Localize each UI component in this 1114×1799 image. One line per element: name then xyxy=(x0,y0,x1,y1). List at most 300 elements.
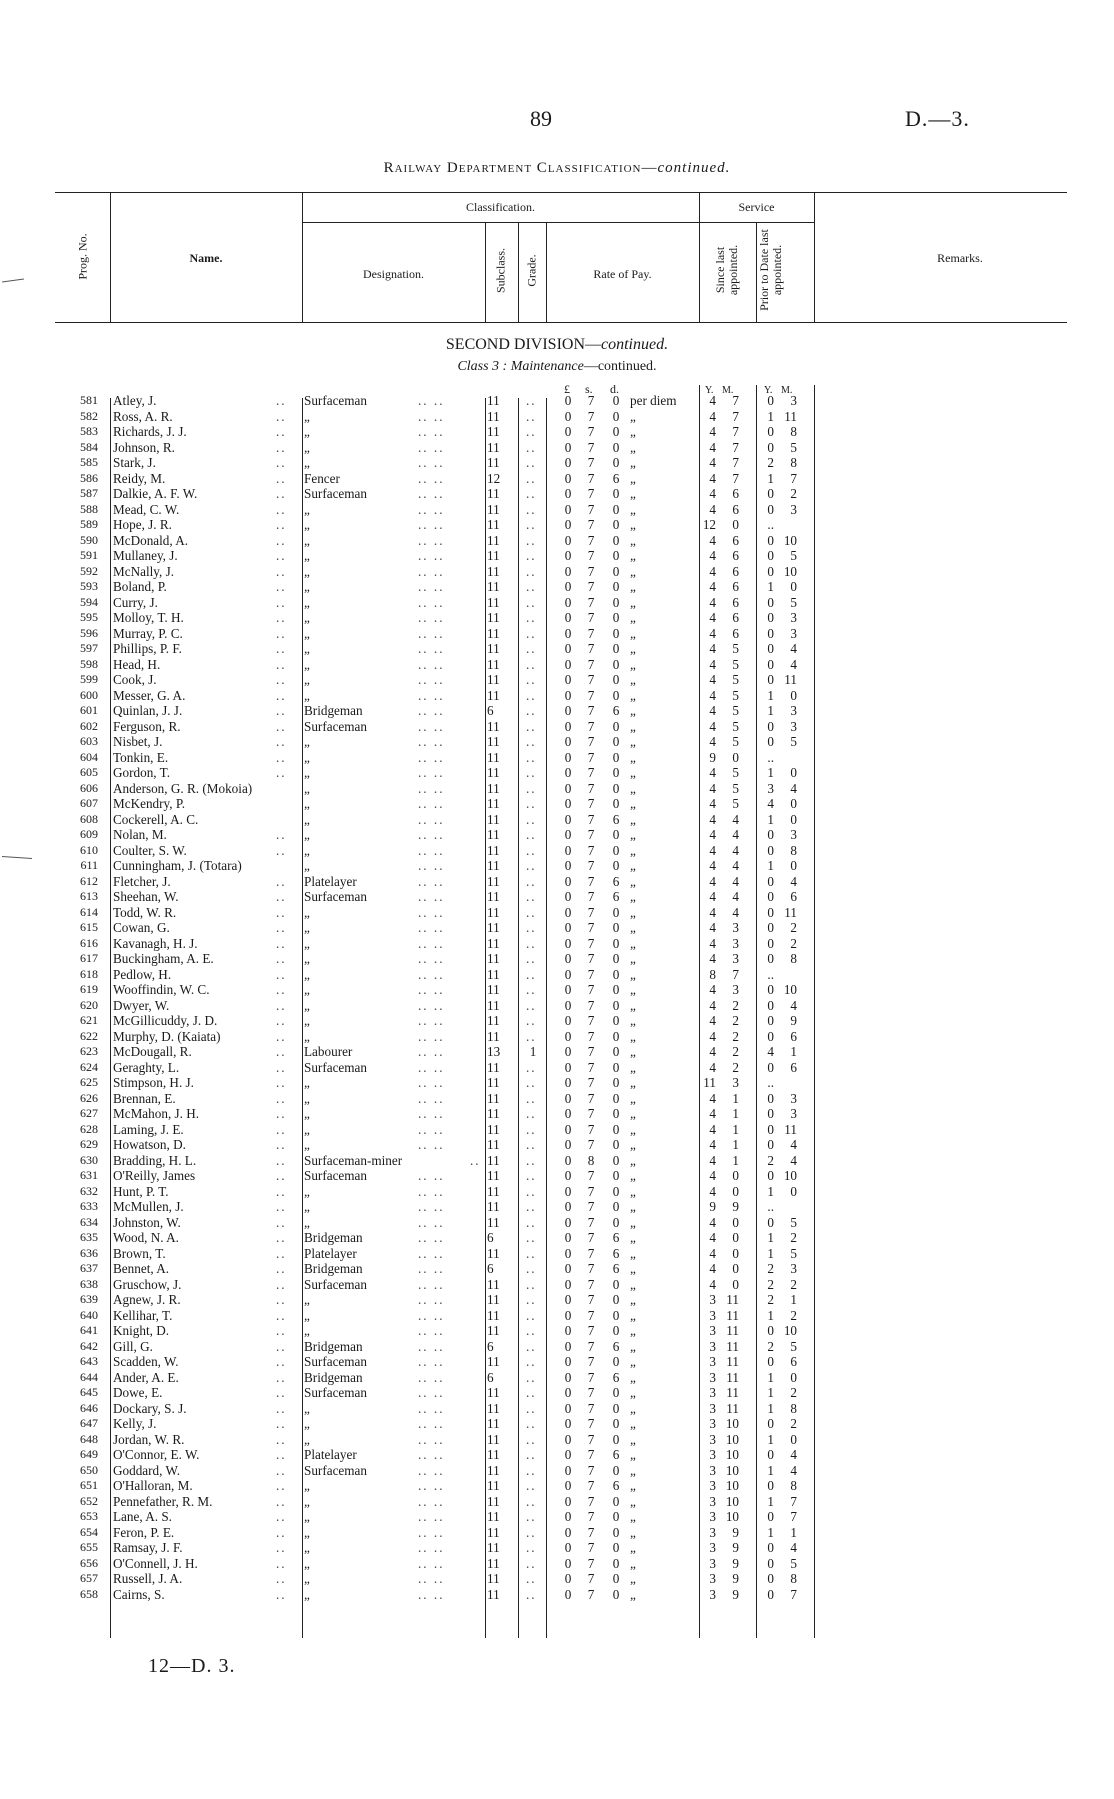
leader-dots: .. .. xyxy=(418,1586,445,1602)
cell-m1: 11 xyxy=(726,1385,739,1400)
cell-s: 7 xyxy=(587,1354,595,1369)
cell-pd: „ xyxy=(630,1121,636,1137)
cell-sub: 11 xyxy=(487,1214,500,1230)
cell-name: McGillicuddy, J. D. xyxy=(113,1013,218,1028)
cell-s: 7 xyxy=(587,749,595,765)
cell-m1: 7 xyxy=(732,439,739,455)
leader-dots: .. .. xyxy=(418,532,445,548)
leader-dots: .. xyxy=(276,1044,287,1059)
cell-name: Wooffindin, W. C. xyxy=(113,982,210,997)
leader-dots: .. xyxy=(526,749,537,765)
cell-pd: „ xyxy=(630,641,636,656)
cell-p: 0 xyxy=(612,501,620,517)
employee-table xyxy=(0,393,1114,1602)
cell-name: Dwyer, W. xyxy=(113,997,170,1013)
leader-dots: .. xyxy=(526,656,537,672)
cell-sub: 11 xyxy=(487,1106,500,1121)
cell-l: 0 xyxy=(564,517,572,532)
leader-dots: .. xyxy=(526,780,537,796)
leader-dots: .. .. xyxy=(418,1524,445,1540)
cell-y1: 3 xyxy=(709,1493,716,1509)
cell-y1: 11 xyxy=(703,1075,716,1090)
leader-dots: .. xyxy=(276,1586,287,1602)
cell-des: Bridgeman xyxy=(304,1261,363,1276)
cell-no: 596 xyxy=(80,625,98,640)
cell-name: Bradding, H. L. xyxy=(113,1152,197,1168)
cell-s: 7 xyxy=(587,408,595,424)
cell-m2: 10 xyxy=(783,1168,797,1183)
class-prefix: Class 3 : xyxy=(457,359,508,374)
cell-name: Stark, J. xyxy=(113,455,156,470)
leader-dots: .. .. xyxy=(418,1400,445,1416)
cell-p: 0 xyxy=(612,594,620,610)
cell-no: 609 xyxy=(80,827,98,841)
leader-dots: .. xyxy=(276,1571,287,1586)
leader-dots: .. xyxy=(526,548,537,563)
cell-des: Surfaceman xyxy=(304,718,367,734)
margin-mark xyxy=(2,278,24,282)
cell-name: Boland, P. xyxy=(113,579,167,594)
cell-p: 0 xyxy=(612,966,620,982)
leader-dots: .. xyxy=(526,1106,537,1121)
cell-y2: 0 xyxy=(767,1555,774,1571)
table-row xyxy=(0,517,1114,533)
cell-pd: „ xyxy=(630,1493,636,1509)
cell-l: 0 xyxy=(564,563,572,579)
cell-y2: 1 xyxy=(767,1385,774,1400)
cell-s: 8 xyxy=(587,1152,595,1168)
leader-dots: .. xyxy=(276,1137,287,1152)
cell-m2: 4 xyxy=(790,1152,797,1168)
leader-dots: .. xyxy=(526,579,537,594)
cell-p: 0 xyxy=(612,1354,620,1369)
cell-m1: 11 xyxy=(726,1400,739,1416)
cell-name: Johnston, W. xyxy=(113,1214,181,1230)
cell-pd: „ xyxy=(630,1307,636,1323)
table-row xyxy=(0,440,1114,456)
cell-p: 0 xyxy=(612,796,620,811)
leader-dots: .. xyxy=(276,641,287,656)
cell-name: Brown, T. xyxy=(113,1245,166,1261)
cell-name: McMullen, J. xyxy=(113,1199,184,1214)
cell-no: 605 xyxy=(80,765,98,779)
cell-m1: 9 xyxy=(732,1199,739,1214)
cell-pd: „ xyxy=(630,1369,636,1385)
cell-s: 7 xyxy=(587,842,595,858)
cell-no: 627 xyxy=(80,1106,98,1120)
leader-dots: .. xyxy=(276,455,287,470)
cell-p: 0 xyxy=(612,1121,620,1137)
cell-m1: 1 xyxy=(732,1152,739,1168)
cell-sub: 11 xyxy=(487,579,500,594)
cell-no: 586 xyxy=(80,470,98,485)
cell-sub: 11 xyxy=(487,1183,500,1199)
cell-name: Hope, J. R. xyxy=(113,517,172,532)
cell-pd: „ xyxy=(630,594,636,610)
cell-sub: 11 xyxy=(487,966,500,982)
cell-y1: 4 xyxy=(709,1168,716,1183)
cell-p: 0 xyxy=(612,656,620,672)
cell-no: 595 xyxy=(80,610,98,624)
cell-des: Surfaceman xyxy=(304,1059,367,1075)
table-row xyxy=(0,486,1114,502)
cell-no: 639 xyxy=(80,1292,98,1306)
cell-sub: 6 xyxy=(487,1369,494,1385)
cell-l: 0 xyxy=(564,1416,572,1431)
leader-dots: .. xyxy=(276,1338,287,1354)
leader-dots: .. .. xyxy=(418,1059,445,1075)
table-row xyxy=(0,874,1114,890)
leader-dots: .. xyxy=(526,951,537,966)
leader-dots: .. xyxy=(526,1555,537,1571)
cell-pd: „ xyxy=(630,796,636,811)
table-row xyxy=(0,998,1114,1014)
cell-m2: 7 xyxy=(790,470,797,486)
cell-p: 0 xyxy=(612,455,620,470)
cell-y1: 4 xyxy=(709,1276,716,1292)
cell-pd: „ xyxy=(630,1059,636,1075)
cell-pd: „ xyxy=(630,889,636,904)
cell-name: Gill, G. xyxy=(113,1338,153,1354)
cell-p: 0 xyxy=(612,780,620,796)
cell-s: 7 xyxy=(587,1292,595,1307)
cell-des: Bridgeman xyxy=(304,1369,363,1385)
cell-y2: 0 xyxy=(767,718,774,734)
cell-y2: 2 xyxy=(767,1152,774,1168)
cell-m1: 10 xyxy=(725,1447,739,1462)
leader-dots: .. xyxy=(526,641,537,656)
cell-m2: 5 xyxy=(790,439,797,455)
cell-y1: 3 xyxy=(709,1571,716,1586)
cell-m1: 5 xyxy=(732,796,739,811)
cell-pd: „ xyxy=(630,811,636,827)
leader-dots: .. xyxy=(276,517,287,532)
cell-l: 0 xyxy=(564,1028,572,1044)
cell-pd: „ xyxy=(630,579,636,594)
cell-name: Kavanagh, H. J. xyxy=(113,935,198,951)
leader-dots: .. xyxy=(276,1478,287,1493)
leader-dots: .. xyxy=(276,703,287,718)
leader-dots: .. .. xyxy=(418,1447,445,1462)
cell-p: 0 xyxy=(612,1323,620,1338)
leader-dots: .. xyxy=(276,1493,287,1509)
cell-s: 7 xyxy=(587,951,595,966)
cell-sub: 11 xyxy=(487,1013,500,1028)
cell-des: „ xyxy=(304,966,310,982)
leader-dots: .. xyxy=(526,687,537,703)
leader-dots: .. .. xyxy=(418,703,445,718)
leader-dots: .. xyxy=(526,439,537,455)
cell-m1: 3 xyxy=(732,1075,739,1090)
table-row xyxy=(0,672,1114,688)
cell-l: 0 xyxy=(564,486,572,501)
cell-y2: 2 xyxy=(767,455,774,470)
cell-y2: .. xyxy=(767,966,774,982)
leader-dots: .. xyxy=(526,1013,537,1028)
cell-s: 7 xyxy=(587,1168,595,1183)
leader-dots: .. xyxy=(276,610,287,625)
cell-m2: 8 xyxy=(790,951,797,966)
document-reference: D.—3. xyxy=(905,106,970,131)
cell-m1: 4 xyxy=(732,811,739,827)
cell-m2: 1 xyxy=(790,1044,797,1059)
cell-l: 0 xyxy=(564,1478,572,1493)
cell-p: 0 xyxy=(612,424,620,439)
cell-s: 7 xyxy=(587,1183,595,1199)
cell-p: 0 xyxy=(612,1137,620,1152)
cell-y1: 4 xyxy=(709,486,716,501)
cell-des: „ xyxy=(304,1540,310,1555)
table-row xyxy=(0,858,1114,874)
cell-m1: 5 xyxy=(732,641,739,656)
cell-no: 630 xyxy=(80,1152,98,1167)
cell-no: 583 xyxy=(80,424,98,438)
cell-name: Head, H. xyxy=(113,656,161,672)
leader-dots: .. xyxy=(526,1028,537,1044)
cell-s: 7 xyxy=(587,1369,595,1385)
cell-y1: 4 xyxy=(709,765,716,780)
cell-l: 0 xyxy=(564,625,572,641)
cell-s: 7 xyxy=(587,641,595,656)
leader-dots: .. .. xyxy=(418,1292,445,1307)
leader-dots: .. xyxy=(526,734,537,749)
leader-dots: .. xyxy=(526,1090,537,1106)
cell-l: 0 xyxy=(564,1168,572,1183)
cell-y1: 4 xyxy=(709,718,716,734)
cell-p: 0 xyxy=(612,1106,620,1121)
cell-y2: 2 xyxy=(767,1338,774,1354)
leader-dots: .. .. xyxy=(418,470,445,486)
cell-no: 587 xyxy=(80,486,98,500)
cell-name: Mead, C. W. xyxy=(113,501,180,517)
table-row xyxy=(0,1401,1114,1417)
cell-p: 6 xyxy=(612,470,620,486)
cell-m2: 11 xyxy=(784,408,797,424)
cell-name: Howatson, D. xyxy=(113,1137,186,1152)
leader-dots: .. xyxy=(526,1571,537,1586)
cell-des: Fencer xyxy=(304,470,340,486)
leader-dots: .. xyxy=(276,1075,287,1090)
cell-y2: .. xyxy=(767,1075,774,1090)
cell-y1: 3 xyxy=(709,1416,716,1431)
cell-name: O'Connor, E. W. xyxy=(113,1447,200,1462)
table-row xyxy=(0,409,1114,425)
cell-m2: 11 xyxy=(784,672,797,687)
cell-y1: 3 xyxy=(709,1509,716,1524)
cell-l: 0 xyxy=(564,765,572,780)
cell-y1: 4 xyxy=(709,1121,716,1137)
leader-dots: .. .. xyxy=(418,439,445,455)
cell-name: Anderson, G. R. (Mokoia) xyxy=(113,780,253,796)
cell-s: 7 xyxy=(587,1261,595,1276)
leader-dots: .. xyxy=(276,827,287,842)
cell-m1: 0 xyxy=(732,749,739,765)
cell-p: 0 xyxy=(612,1571,620,1586)
cell-name: Fletcher, J. xyxy=(113,873,171,889)
table-row xyxy=(0,1153,1114,1169)
cell-des: „ xyxy=(304,982,310,997)
cell-sub: 11 xyxy=(487,1540,500,1555)
cell-pd: „ xyxy=(630,1168,636,1183)
leader-dots: .. xyxy=(526,1509,537,1524)
cell-y2: 1 xyxy=(767,687,774,703)
cell-m2: 3 xyxy=(790,1090,797,1106)
cell-s: 7 xyxy=(587,765,595,780)
cell-des: „ xyxy=(304,811,310,827)
cell-s: 7 xyxy=(587,734,595,749)
leader-dots: .. xyxy=(526,1292,537,1307)
table-row xyxy=(0,905,1114,921)
cell-p: 0 xyxy=(612,641,620,656)
cell-s: 7 xyxy=(587,935,595,951)
cell-sub: 11 xyxy=(487,1493,500,1509)
cell-no: 620 xyxy=(80,997,98,1012)
leader-dots: .. xyxy=(526,393,537,408)
cell-m1: 6 xyxy=(732,532,739,548)
leader-dots: .. .. xyxy=(418,1090,445,1106)
leader-dots: .. .. xyxy=(418,393,445,408)
cell-no: 645 xyxy=(80,1385,98,1399)
cell-y1: 4 xyxy=(709,734,716,749)
cell-m1: 0 xyxy=(732,1183,739,1199)
cell-m2: 7 xyxy=(790,1509,797,1524)
cell-y1: 4 xyxy=(709,1183,716,1199)
cell-y2: 0 xyxy=(767,1586,774,1602)
leader-dots: .. xyxy=(526,1307,537,1323)
cell-m1: 6 xyxy=(732,548,739,563)
cell-pd: „ xyxy=(630,470,636,486)
leader-dots: .. xyxy=(470,1152,481,1168)
cell-l: 0 xyxy=(564,1323,572,1338)
cell-des: Surfaceman xyxy=(304,393,367,408)
cell-m2: 3 xyxy=(790,501,797,517)
cell-des: „ xyxy=(304,1292,310,1307)
cell-des: Bridgeman xyxy=(304,1230,363,1245)
leader-dots: .. xyxy=(276,1152,287,1168)
cell-des: „ xyxy=(304,625,310,641)
leader-dots: .. .. xyxy=(418,935,445,951)
leader-dots: .. .. xyxy=(418,1338,445,1354)
cell-m2: 2 xyxy=(790,1230,797,1245)
cell-name: O'Halloran, M. xyxy=(113,1478,193,1493)
cell-p: 6 xyxy=(612,1261,620,1276)
cell-l: 0 xyxy=(564,1214,572,1230)
cell-y2: 1 xyxy=(767,1245,774,1261)
cell-m2: 4 xyxy=(790,1540,797,1555)
table-row xyxy=(0,1029,1114,1045)
cell-l: 0 xyxy=(564,610,572,625)
leader-dots: .. xyxy=(276,1261,287,1276)
cell-name: Dalkie, A. F. W. xyxy=(113,486,198,501)
cell-pd: „ xyxy=(630,424,636,439)
cell-des: „ xyxy=(304,1214,310,1230)
leader-dots: .. .. xyxy=(418,842,445,858)
cell-no: 646 xyxy=(80,1400,98,1415)
table-row xyxy=(0,1540,1114,1556)
cell-l: 0 xyxy=(564,641,572,656)
cell-pd: „ xyxy=(630,1385,636,1400)
title-main: Railway Department Classification xyxy=(383,160,642,176)
cell-no: 611 xyxy=(80,858,98,872)
cell-l: 0 xyxy=(564,703,572,718)
cell-p: 0 xyxy=(612,1509,620,1524)
leader-dots: .. .. xyxy=(418,1540,445,1555)
cell-m1: 7 xyxy=(732,393,739,408)
cell-sub: 11 xyxy=(487,501,500,517)
cell-m2: 6 xyxy=(790,1028,797,1044)
cell-p: 0 xyxy=(612,935,620,951)
leader-dots: .. xyxy=(276,1447,287,1462)
table-row xyxy=(0,1308,1114,1324)
leader-dots: .. .. xyxy=(418,1509,445,1524)
cell-s: 7 xyxy=(587,982,595,997)
cell-no: 642 xyxy=(80,1338,98,1353)
leader-dots: .. .. xyxy=(418,424,445,439)
cell-sub: 11 xyxy=(487,1385,500,1400)
table-row xyxy=(0,967,1114,983)
cell-s: 7 xyxy=(587,1478,595,1493)
cell-s: 7 xyxy=(587,1431,595,1447)
leader-dots: .. xyxy=(526,703,537,718)
cell-y1: 3 xyxy=(709,1400,716,1416)
cell-m1: 0 xyxy=(732,1276,739,1292)
table-row xyxy=(0,1075,1114,1091)
cell-y2: 0 xyxy=(767,1013,774,1028)
leader-dots: .. .. xyxy=(418,563,445,579)
cell-s: 7 xyxy=(587,563,595,579)
cell-des: Surfaceman xyxy=(304,1462,367,1478)
cell-no: 613 xyxy=(80,889,98,903)
cell-l: 0 xyxy=(564,1044,572,1059)
cell-p: 0 xyxy=(612,982,620,997)
cell-pd: „ xyxy=(630,563,636,579)
table-row xyxy=(0,781,1114,797)
cell-name: Mullaney, J. xyxy=(113,548,178,563)
cell-y2: 0 xyxy=(767,1571,774,1586)
leader-dots: .. xyxy=(276,1524,287,1540)
cell-pd: „ xyxy=(630,1214,636,1230)
leader-dots: .. xyxy=(276,1292,287,1307)
cell-y2: 1 xyxy=(767,811,774,827)
cell-y1: 4 xyxy=(709,1261,716,1276)
cell-no: 582 xyxy=(80,408,98,423)
cell-no: 655 xyxy=(80,1540,98,1554)
table-row xyxy=(0,1478,1114,1494)
leader-dots: .. .. xyxy=(418,1555,445,1571)
leader-dots: .. xyxy=(526,1462,537,1478)
cell-pd: „ xyxy=(630,672,636,687)
cell-sub: 6 xyxy=(487,703,494,718)
cell-p: 0 xyxy=(612,1586,620,1602)
cell-s: 7 xyxy=(587,517,595,532)
cell-m1: 2 xyxy=(732,997,739,1013)
leader-dots: .. .. xyxy=(418,858,445,873)
cell-pd: „ xyxy=(630,687,636,703)
leader-dots: .. xyxy=(526,1338,537,1354)
cell-m1: 10 xyxy=(725,1416,739,1431)
cell-sub: 11 xyxy=(487,935,500,951)
leader-dots: .. xyxy=(526,1323,537,1338)
cell-no: 616 xyxy=(80,935,98,950)
cell-pd: „ xyxy=(630,1323,636,1338)
cell-m1: 10 xyxy=(725,1431,739,1447)
cell-l: 0 xyxy=(564,935,572,951)
cell-m2: 0 xyxy=(790,1183,797,1199)
cell-des: „ xyxy=(304,517,310,532)
cell-y1: 3 xyxy=(709,1555,716,1571)
cell-no: 650 xyxy=(80,1462,98,1477)
leader-dots: .. xyxy=(526,904,537,920)
